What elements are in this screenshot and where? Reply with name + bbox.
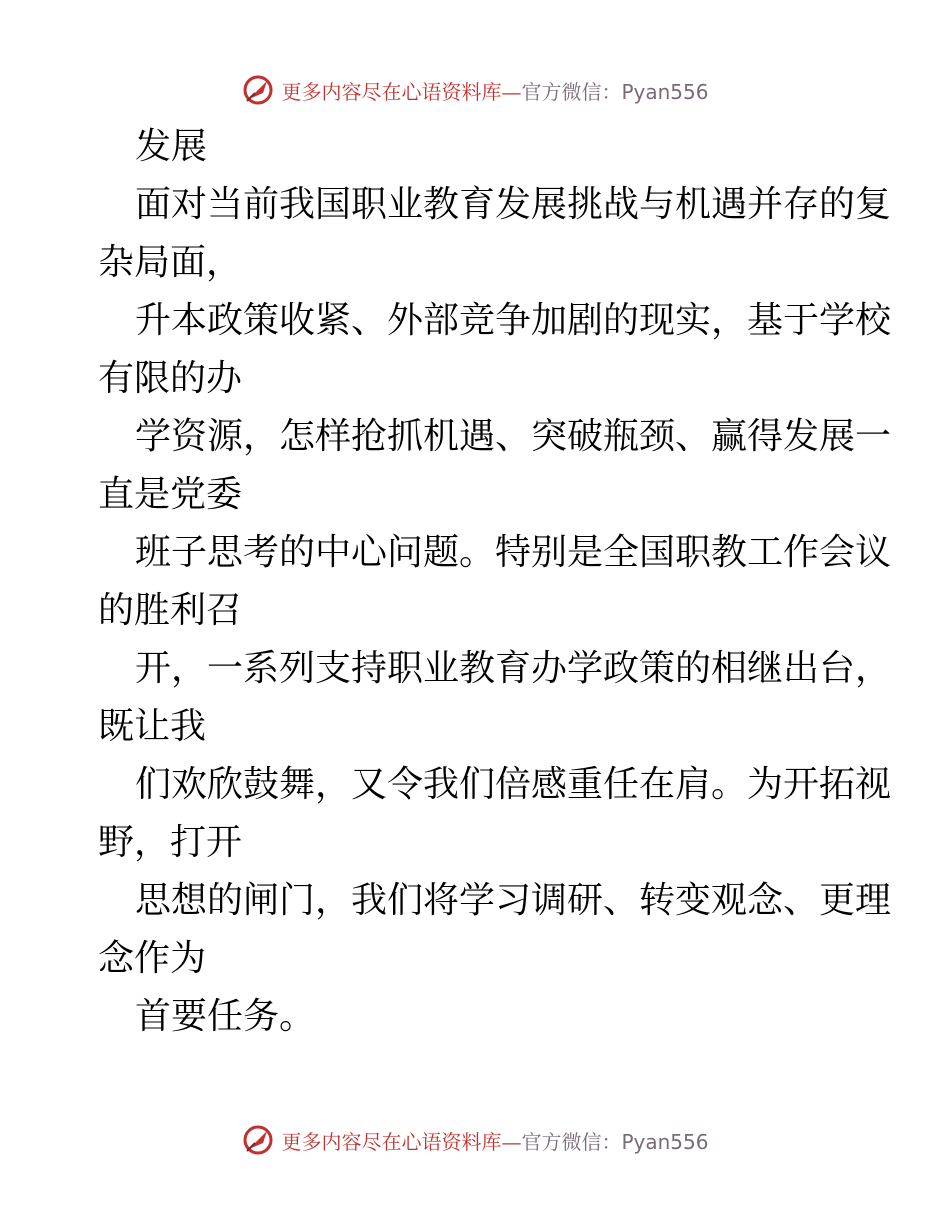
text-line: 思想的闸门，我们将学习调研、转变观念、更理 [135,880,892,921]
header-text [281,76,708,105]
quill-logo-icon [241,73,275,107]
footer-wechat: 官方微信：Pyan556 [521,1129,709,1154]
text-line: 发展 [135,126,208,167]
header-banner [0,70,950,110]
header-site-name: 更多内容尽在心语资料库 [281,79,502,104]
text-line: 野，打开 [98,822,243,863]
footer-separator: — [501,1129,522,1154]
header-wechat: 官方微信：Pyan556 [521,79,709,104]
header-separator: — [501,79,522,104]
text-line: 班子思考的中心问题。特别是全国职教工作会议 [135,532,892,573]
text-line: 既让我 [98,706,207,747]
text-line: 学资源，怎样抢抓机遇、突破瓶颈、赢得发展一 [135,416,892,457]
text-line: 的胜利召 [98,590,243,631]
text-line: 杂局面， [98,242,243,283]
text-line: 念作为 [98,938,207,979]
text-line: 面对当前我国职业教育发展挑战与机遇并存的复 [135,184,892,225]
footer-text [281,1126,708,1155]
body-text [98,118,892,1046]
footer-site-name: 更多内容尽在心语资料库 [281,1129,502,1154]
text-line: 有限的办 [98,358,243,399]
text-line: 升本政策收紧、外部竞争加剧的现实，基于学校 [135,300,892,341]
text-line: 开，一系列支持职业教育办学政策的相继出台， [135,648,892,689]
text-line: 首要任务。 [135,996,316,1037]
text-line: 直是党委 [98,474,243,515]
footer-banner [0,1120,950,1160]
quill-logo-icon [241,1123,275,1157]
text-line: 们欢欣鼓舞，又令我们倍感重任在肩。为开拓视 [135,764,892,805]
